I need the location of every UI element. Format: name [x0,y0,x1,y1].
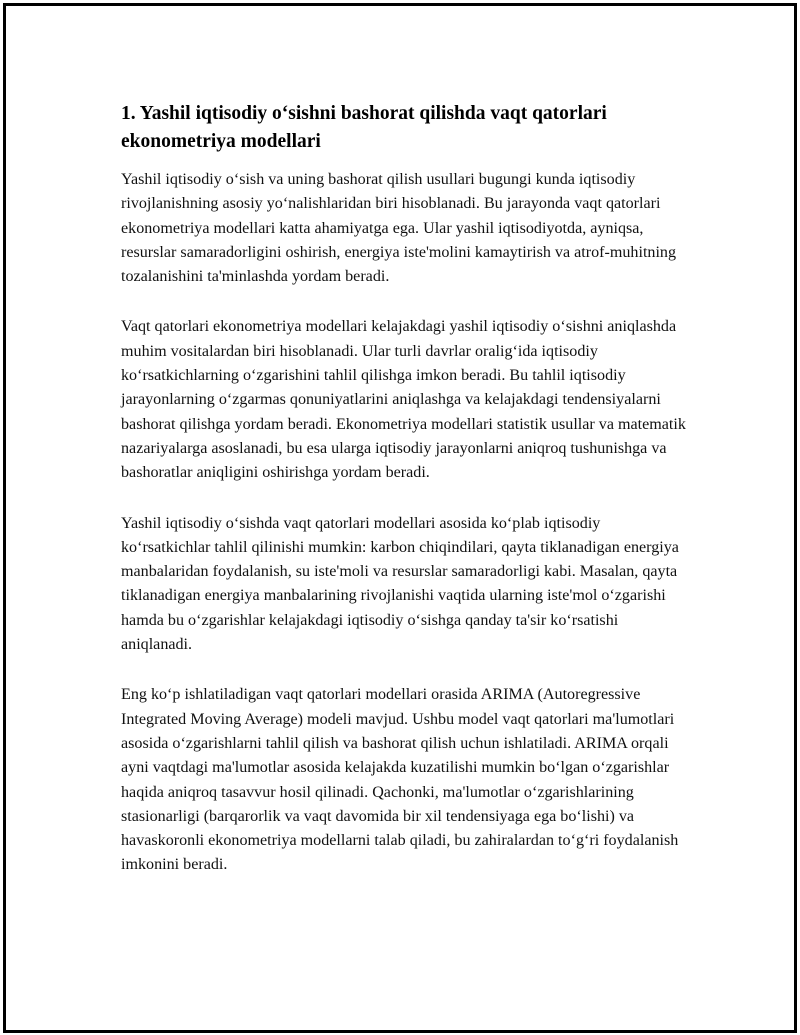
page-frame [3,3,797,1033]
paragraph: Yashil iqtisodiy o‘sish va uning bashorat qilish usullari bugungi kunda iqtisodiy rivojlanishning asosiy yo‘nalishlaridan biri hisoblanadi. Bu jarayonda vaqt qatorlari ekonometriya modellari katta ahamiyatga ega. Ular yashil iqtisodiyotda, ayniqsa, resurslar samaradorligini oshirish, energiya iste'molini kamaytirish va atrof-muhitning tozalanishini ta'minlashda yordam beradi. [121,171,677,286]
section-heading: 1. Yashil iqtisodiy o‘sishni bashorat qilishda vaqt qatorlari ekonometriya modellari [121,103,607,152]
paragraph: Vaqt qatorlari ekonometriya modellari kelajakdagi yashil iqtisodiy o‘sishni aniqlashda muhim vositalardan biri hisoblanadi. Ular turli davrlar oralig‘ida iqtisodiy ko‘rsatkichlarning o‘zgarishini tahlil qilishga imkon beradi. Bu tahlil iqtisodiy jarayonlarning o‘zgarmas qonuniyatlarini aniqlashga va kelajakdagi tendensiyalarni bashorat qilishga yordam beradi. Ekonometriya modellari statistik usullar va matematik nazariyalarga asoslanadi, bu esa ularga iqtisodiy jarayonlarni aniqroq tushunishga va bashoratlar aniqligini oshirishga yordam beradi. [121,318,686,482]
paragraph: Eng ko‘p ishlatiladigan vaqt qatorlari modellari orasida ARIMA (Autoregressive Integrated Moving Average) modeli mavjud. Ushbu model vaqt qatorlari ma'lumotlari asosida o‘zgarishlarni tahlil qilish va bashorat qilish uchun ishlatiladi. ARIMA orqali ayni vaqtdagi ma'lumotlar asosida kelajakda kuzatilishi mumkin bo‘lgan o‘zgarishlar haqida aniqroq tasavvur hosil qilinadi. Qachonki, ma'lumotlar o‘zgarishlarining stasionarligi (barqarorlik va vaqt davomida bir xil tendensiyaga ega bo‘lishi) va havaskoronli ekonometriya modellarni talab qiladi, bu zahiralardan to‘g‘ri foydalanish imkonini beradi. [121,686,679,874]
paragraph: Yashil iqtisodiy o‘sishda vaqt qatorlari modellari asosida ko‘plab iqtisodiy ko‘rsatkichlar tahlil qilinishi mumkin: karbon chiqindilari, qayta tiklanadigan energiya manbalaridan foydalanish, su iste'moli va resurslar samaradorligi kabi. Masalan, qayta tiklanadigan energiya manbalarining rivojlanishi vaqtida ularning iste'mol o‘zgarishi hamda bu o‘zgarishlar kelajakdagi iqtisodiy o‘sishga qanday ta'sir ko‘rsatishi aniqlanadi. [121,514,679,654]
document-body [121,100,691,904]
